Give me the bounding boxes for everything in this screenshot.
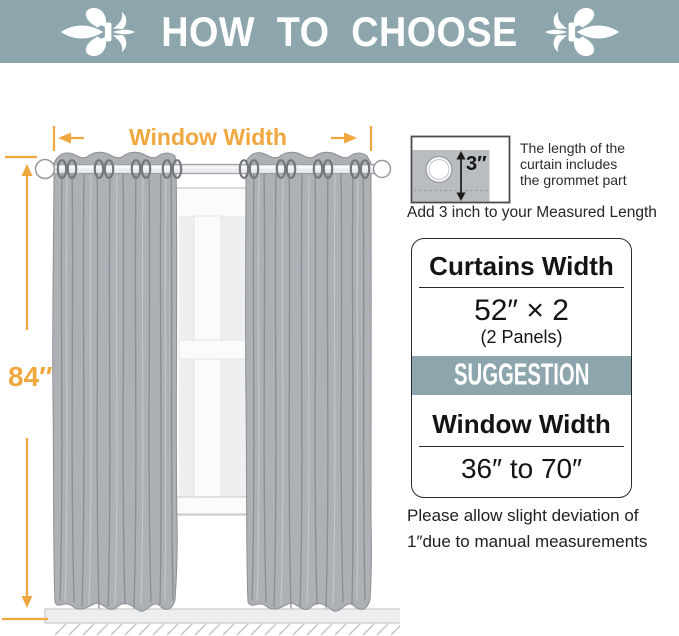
grommet-caption-line: The length of the [520,140,626,156]
grommet-caption-line: the grommet part [520,171,627,188]
curtain-length-label: 84″ [8,361,53,392]
grommet-detail-figure [405,130,520,210]
curtain-panel-left [53,152,178,611]
divider [419,446,624,447]
curtains-width-title: Curtains Width [429,251,614,281]
curtains-width-value: 52″ × 2 [474,294,569,327]
deviation-note-line: 1″due to manual measurements [407,531,648,551]
grommet-caption-line: curtain includes [520,155,618,172]
window-width-value: 36″ to 70″ [460,453,583,484]
grommet-caption [520,141,660,188]
suggestion-table [411,238,632,498]
suggestion-band-label: SUGGESTION [453,358,590,392]
deviation-note [407,503,677,554]
add-length-note: Add 3 inch to your Measured Length [407,204,657,221]
deviation-note-line: Please allow slight deviation of [407,506,639,525]
window-width-label: Window Width [129,124,287,150]
floor [45,609,400,635]
window-width-title: Window Width [432,409,611,439]
suggestion-band [412,356,631,395]
fleur-de-lis-icon [542,6,622,58]
panels-count-label: (2 Panels) [480,327,563,347]
curtain-panel-right [246,152,372,611]
grommet-size-label: 3″ [466,153,487,175]
page-title: HOW TO CHOOSE [161,8,518,55]
divider [419,287,624,288]
